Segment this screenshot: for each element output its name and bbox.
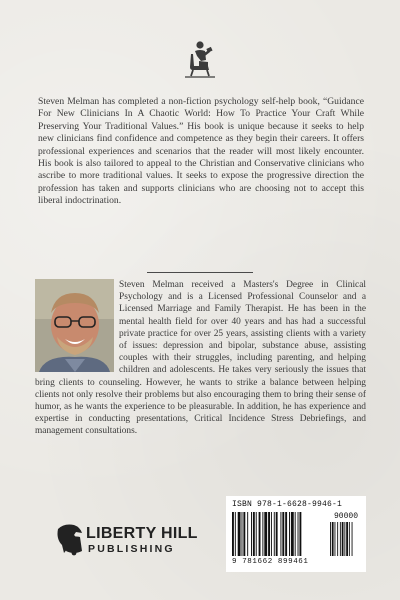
liberty-bell-icon [54,521,88,557]
reading-chair-icon [183,40,217,80]
author-bio [35,279,366,438]
section-divider [147,272,253,273]
isbn-label: ISBN 978-1-6628-9946-1 [232,500,343,509]
book-description: Steven Melman has completed a non-fiction psychology self-help book, “Guidance For New Clinicians In A Chaotic World: How To Practice Your Craft While Preserving Your Traditional Values.” His book is unique because it seeks to help new clinicians find confidence and competence as they begin their careers. It offers professional experiences and scenarios that the reader will most likely encounter. His book is also tailored to appeal to the Christian and Conservative clinicians who ascribe to more traditional values. It seeks to expose the progressive direction the profession has taken and supports clinicians who are choosing not to accept this liberal indoctrination. [38,96,364,207]
publisher-logo [54,521,214,557]
barcode-digits: 9 781662 899461 [232,558,309,566]
publisher-name: LIBERTY HILL [86,525,198,542]
publisher-subtitle: PUBLISHING [88,543,175,555]
author-bio-text: Steven Melman received a Masters's Degree in Clinical Psychology and is a Licensed Professional Counselor and a Licensed Marriage and Family Therapist. He has been in the mental health field for over 40 years and has had a successful private practice for over 25 years, assisting clients with a variety of issues: depression and bipolar, substance abuse, assisting couples with their struggles, including parenting, and helping children and adolescents. He takes very seriously the issues that bring clients to counseling. However, he wants to strike a balance between helping clients not only resolve their problems but also encouraging them to bring their sense of humor, as he wants the experience to be pleasurable. In addition, he has experience and expertise in conducting presentations, Critical Incidence Stress Debriefings, and management consultations. [35,280,366,437]
isbn-barcode [226,496,366,572]
price-code: 90000 [333,512,358,521]
